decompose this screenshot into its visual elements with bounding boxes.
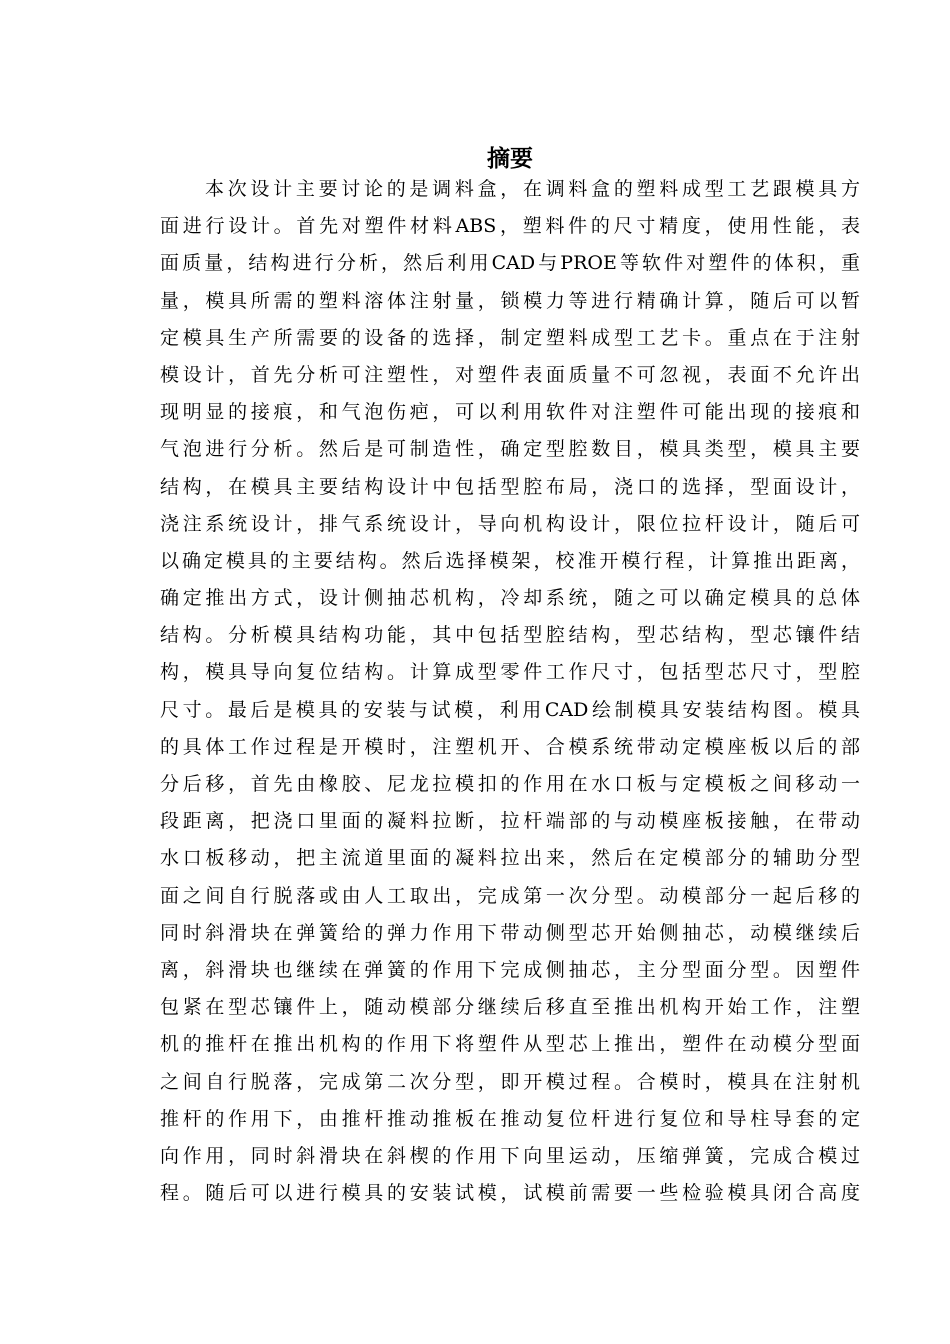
abstract-line: 包紧在型芯镶件上，随动模部分继续后移直至推出机构开始工作，注塑 (160, 996, 860, 1019)
abstract-line: 面进行设计。首先对塑件材料ABS，塑料件的尺寸精度，使用性能，表 (160, 215, 860, 238)
abstract-line: 面质量，结构进行分析，然后利用CAD与PROE等软件对塑件的体积，重 (160, 252, 860, 275)
abstract-title: 摘要 (487, 146, 533, 172)
abstract-line: 段距离，把浇口里面的凝料拉断，拉杆端部的与动模座板接触，在带动 (160, 810, 860, 833)
abstract-line: 的具体工作过程是开模时，注塑机开、合模系统带动定模座板以后的部 (160, 735, 860, 758)
abstract-line: 程。随后可以进行模具的安装试模，试模前需要一些检验模具闭合高度 (160, 1182, 860, 1205)
abstract-line: 面之间自行脱落或由人工取出，完成第一次分型。动模部分一起后移的 (160, 884, 860, 907)
abstract-line: 结构，在模具主要结构设计中包括型腔布局，浇口的选择，型面设计， (160, 475, 860, 498)
abstract-line: 尺寸。最后是模具的安装与试模，利用CAD绘制模具安装结构图。模具 (160, 698, 860, 721)
abstract-line: 同时斜滑块在弹簧给的弹力作用下带动侧型芯开始侧抽芯，动模继续后 (160, 921, 860, 944)
abstract-body (160, 171, 860, 1212)
abstract-line: 以确定模具的主要结构。然后选择模架，校准开模行程，计算推出距离， (160, 549, 860, 572)
abstract-line: 机的推杆在推出机构的作用下将塑件从型芯上推出，塑件在动模分型面 (160, 1033, 860, 1056)
abstract-line: 水口板移动，把主流道里面的凝料拉出来，然后在定模部分的辅助分型 (160, 847, 860, 870)
abstract-line: 现明显的接痕，和气泡伤疤，可以利用软件对注塑件可能出现的接痕和 (160, 401, 860, 424)
abstract-line: 本次设计主要讨论的是调料盒，在调料盒的塑料成型工艺跟模具方 (205, 178, 860, 200)
abstract-line: 推杆的作用下，由推杆推动推板在推动复位杆进行复位和导柱导套的定 (160, 1107, 860, 1130)
abstract-line: 量，模具所需的塑料溶体注射量，锁模力等进行精确计算，随后可以暂 (160, 289, 860, 312)
abstract-line: 结构。分析模具结构功能，其中包括型腔结构，型芯结构，型芯镶件结 (160, 624, 860, 647)
abstract-line: 之间自行脱落，完成第二次分型，即开模过程。合模时，模具在注射机 (160, 1070, 860, 1093)
abstract-line: 构，模具导向复位结构。计算成型零件工作尺寸，包括型芯尺寸，型腔 (160, 661, 860, 684)
abstract-line: 离，斜滑块也继续在弹簧的作用下完成侧抽芯，主分型面分型。因塑件 (160, 958, 860, 981)
abstract-line: 分后移，首先由橡胶、尼龙拉模扣的作用在水口板与定模板之间移动一 (160, 773, 860, 795)
abstract-line: 定模具生产所需要的设备的选择，制定塑料成型工艺卡。重点在于注射 (160, 326, 860, 349)
abstract-line: 浇注系统设计，排气系统设计，导向机构设计，限位拉杆设计，随后可 (160, 512, 860, 535)
abstract-line: 气泡进行分析。然后是可制造性，确定型腔数目，模具类型，模具主要 (160, 438, 860, 461)
abstract-line: 模设计，首先分析可注塑性，对塑件表面质量不可忽视，表面不允许出 (160, 363, 860, 386)
abstract-line: 确定推出方式，设计侧抽芯机构，冷却系统，随之可以确定模具的总体 (160, 587, 860, 610)
abstract-line: 向作用，同时斜滑块在斜楔的作用下向里运动，压缩弹簧，完成合模过 (160, 1144, 860, 1167)
